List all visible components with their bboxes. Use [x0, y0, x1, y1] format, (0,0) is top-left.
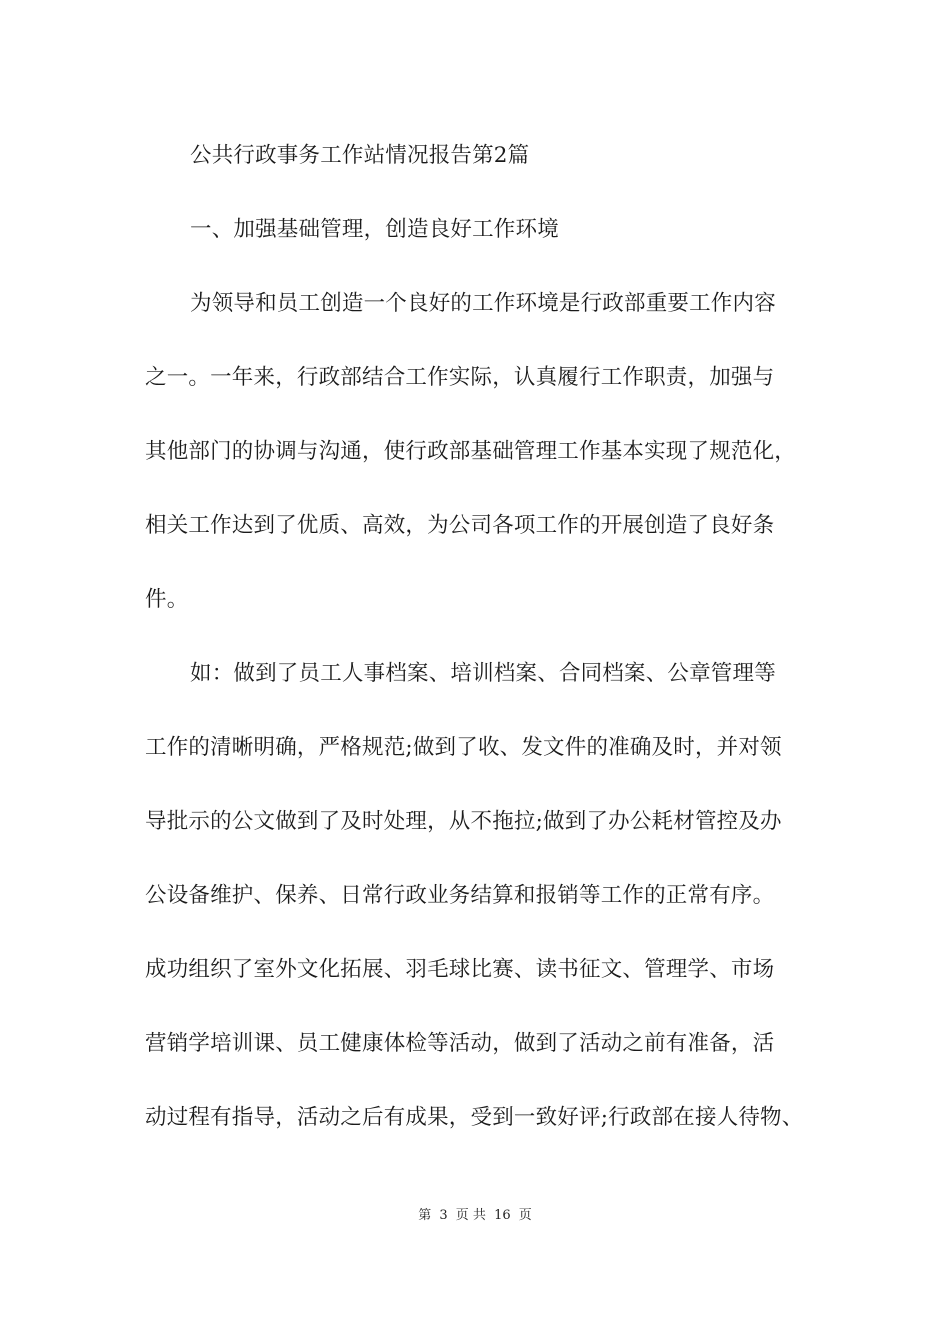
paragraph-line: 之一。一年来，行政部结合工作实际，认真履行工作职责，加强与	[145, 365, 775, 390]
paragraph-line: 成功组织了室外文化拓展、羽毛球比赛、读书征文、管理学、市场	[145, 957, 775, 982]
paragraph-line: 营销学培训课、员工健康体检等活动，做到了活动之前有准备，活	[145, 1031, 775, 1056]
total-page-count: 16	[494, 1208, 511, 1223]
paragraph-line: 导批示的公文做到了及时处理，从不拖拉;做到了办公耗材管控及办	[145, 809, 782, 834]
paragraph-line: 相关工作达到了优质、高效，为公司各项工作的开展创造了良好条	[145, 513, 775, 538]
paragraph-line: 如：做到了员工人事档案、培训档案、合同档案、公章管理等	[190, 661, 776, 686]
paragraph-line: 公设备维护、保养、日常行政业务结算和报销等工作的正常有序。	[145, 883, 775, 908]
paragraph-line: 件。	[145, 587, 189, 612]
paragraph-line: 动过程有指导，活动之后有成果，受到一致好评;行政部在接人待物、	[145, 1105, 804, 1130]
paragraph-line: 为领导和员工创造一个良好的工作环境是行政部重要工作内容	[190, 291, 776, 316]
section-heading: 一、加强基础管理，创造良好工作环境	[190, 217, 559, 242]
footer-suffix: 页	[518, 1208, 532, 1223]
footer-mid: 页 共	[455, 1208, 486, 1223]
footer-prefix: 第	[418, 1208, 432, 1223]
current-page-number: 3	[439, 1208, 448, 1223]
paragraph-line: 工作的清晰明确，严格规范;做到了收、发文件的准确及时，并对领	[145, 735, 782, 760]
paragraph-line: 其他部门的协调与沟通，使行政部基础管理工作基本实现了规范化，	[145, 439, 797, 464]
page-footer	[0, 1207, 950, 1225]
document-title: 公共行政事务工作站情况报告第2篇	[190, 143, 530, 168]
